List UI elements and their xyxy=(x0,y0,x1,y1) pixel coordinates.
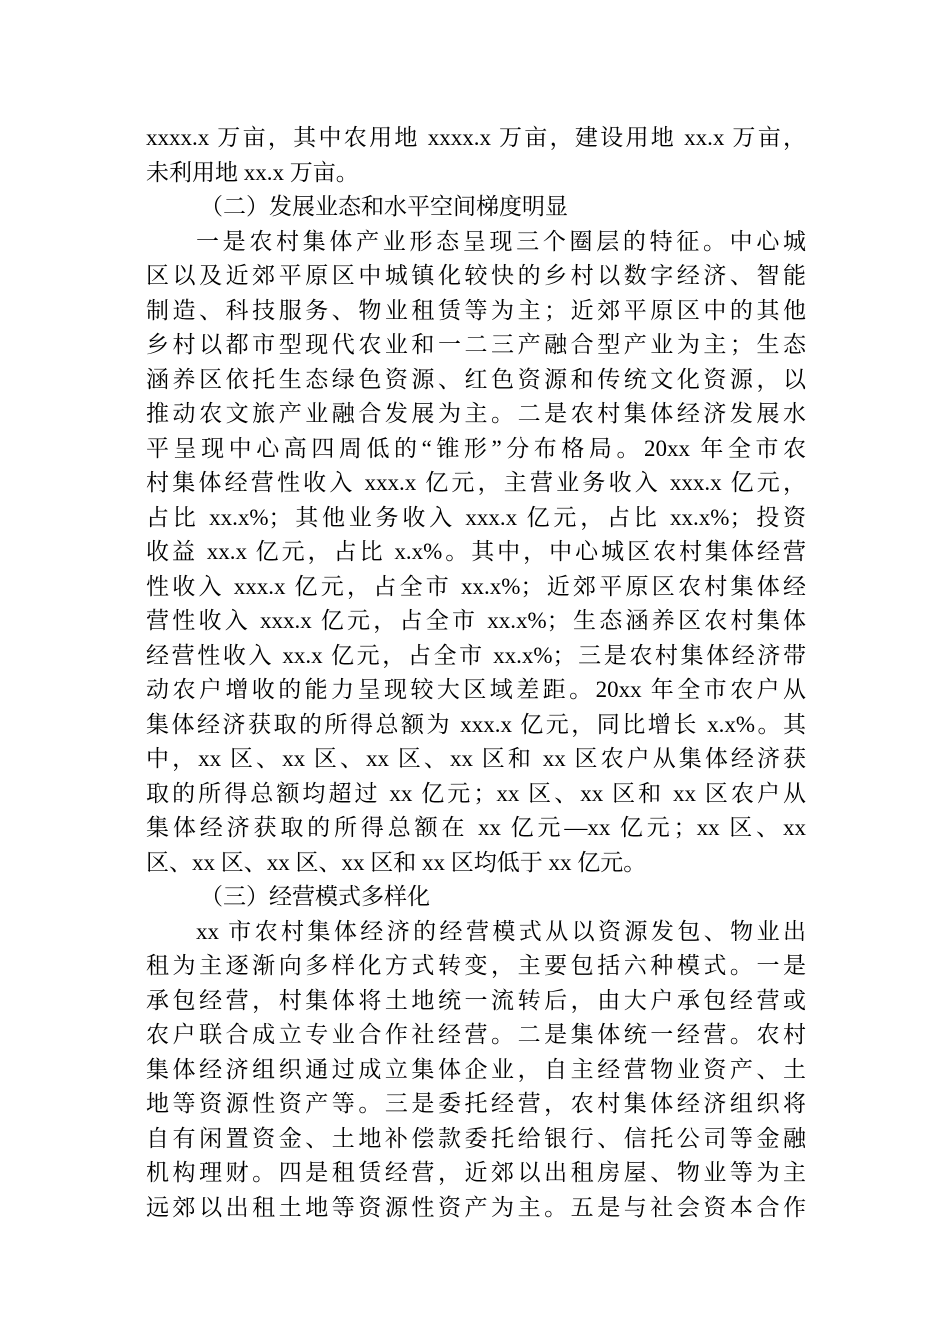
text-line: 村集体经营性收入 xxx.x 亿元，主营业务收入 xxx.x 亿元， xyxy=(146,470,806,495)
text-line: 取的所得总额均超过 xx 亿元；xx 区、xx 区和 xx 区农户从 xyxy=(146,780,806,806)
text-line: 机构理财。四是租赁经营，近郊以出租房屋、物业等为主 xyxy=(146,1160,806,1185)
text-line: 收益 xx.x 亿元，占比 x.x%。其中，中心城区农村集体经营 xyxy=(146,539,806,564)
text-line: 乡村以都市型现代农业和一二三产融合型产业为主；生态 xyxy=(146,332,806,357)
text-line: 一是农村集体产业形态呈现三个圈层的特征。中心城 xyxy=(196,228,806,254)
text-line: 涵养区依托生态绿色资源、红色资源和传统文化资源，以 xyxy=(146,366,806,392)
text-line: 营性收入 xxx.x 亿元，占全市 xx.x%；生态涵养区农村集体 xyxy=(146,608,806,633)
section-heading: （三）经营模式多样化 xyxy=(200,884,430,909)
document-page xyxy=(146,121,806,1225)
text-line: 制造、科技服务、物业租赁等为主；近郊平原区中的其他 xyxy=(146,297,806,323)
text-line: 中，xx 区、xx 区、xx 区、xx 区和 xx 区农户从集体经济获 xyxy=(146,746,806,771)
text-line: 经营性收入 xx.x 亿元，占全市 xx.x%；三是农村集体经济带 xyxy=(146,642,806,668)
text-line: xx 市农村集体经济的经营模式从以资源发包、物业出 xyxy=(196,918,806,944)
text-line: 动农户增收的能力呈现较大区域差距。20xx 年全市农户从 xyxy=(146,677,806,702)
text-line: 未利用地 xx.x 万亩。 xyxy=(146,159,359,185)
text-line: 租为主逐渐向多样化方式转变，主要包括六种模式。一是 xyxy=(146,953,806,978)
text-line: 平呈现中心高四周低的“锥形”分布格局。20xx 年全市农 xyxy=(146,435,806,461)
text-line: 集体经济获取的所得总额在 xx 亿元—xx 亿元；xx 区、xx xyxy=(146,815,807,840)
text-line: 推动农文旅产业融合发展为主。二是农村集体经济发展水 xyxy=(146,401,806,426)
text-line: 区以及近郊平原区中城镇化较快的乡村以数字经济、智能 xyxy=(146,263,806,288)
text-line: 农户联合成立专业合作社经营。二是集体统一经营。农村 xyxy=(146,1022,806,1047)
text-line: 集体经济获取的所得总额为 xxx.x 亿元，同比增长 x.x%。其 xyxy=(146,711,806,737)
text-line: 集体经济组织通过成立集体企业，自主经营物业资产、土 xyxy=(146,1056,806,1082)
text-line: 区、xx 区、xx 区、xx 区和 xx 区均低于 xx 亿元。 xyxy=(146,849,647,875)
text-line: 自有闲置资金、土地补偿款委托给银行、信托公司等金融 xyxy=(146,1125,806,1151)
text-line: 承包经营，村集体将土地统一流转后，由大户承包经营或 xyxy=(146,987,806,1013)
text-line: 地等资源性资产等。三是委托经营，农村集体经济组织将 xyxy=(146,1091,806,1116)
text-line: 性收入 xxx.x 亿元，占全市 xx.x%；近郊平原区农村集体经 xyxy=(146,573,806,599)
text-line: xxxx.x 万亩，其中农用地 xxxx.x 万亩，建设用地 xx.x 万亩， xyxy=(146,125,806,150)
text-line: 占比 xx.x%；其他业务收入 xxx.x 亿元，占比 xx.x%；投资 xyxy=(146,504,806,530)
section-heading: （二）发展业态和水平空间梯度明显 xyxy=(200,194,568,219)
text-line: 远郊以出租土地等资源性资产为主。五是与社会资本合作 xyxy=(146,1194,806,1220)
